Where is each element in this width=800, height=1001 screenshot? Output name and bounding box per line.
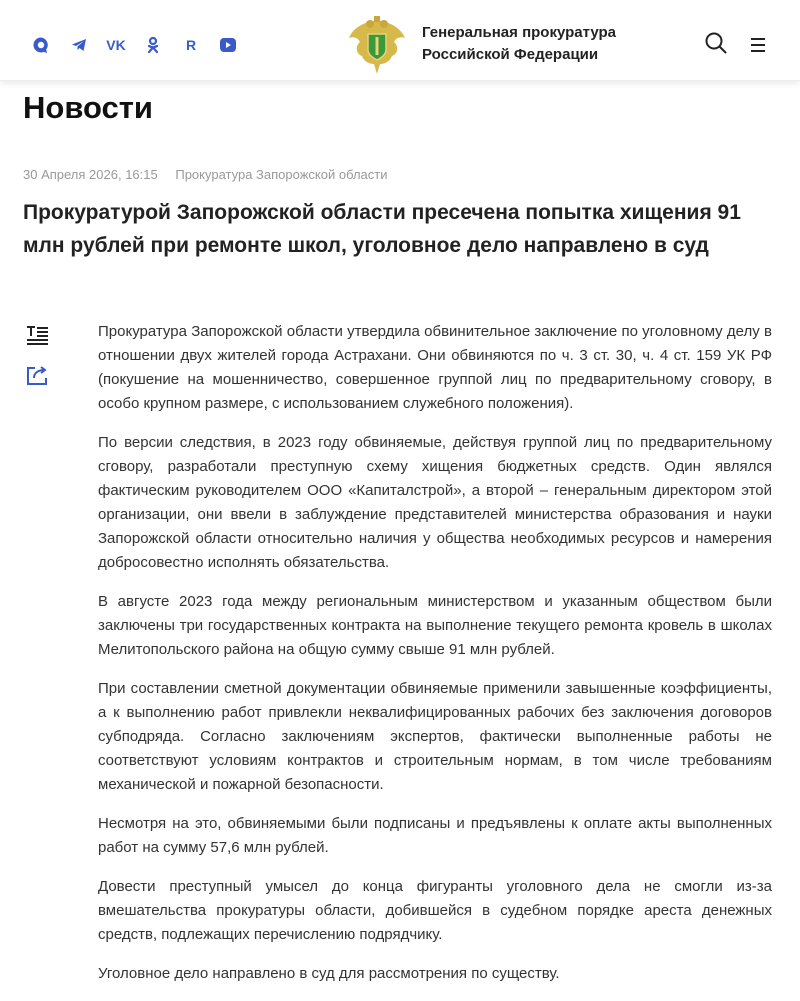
paragraph: Прокуратура Запорожской области утвердила обвинительное заключение по уголовному делу в отношении двух жителей города Астрахани. Они обвиняются по ч. 3 ст. 30, ч. 4 ст. 159 УК РФ (покушение на мошенничество, совершенное группой лиц по предварительному сговору, в особо крупном размере, с использованием служебного положения).: [98, 323, 772, 412]
max-icon[interactable]: [32, 36, 50, 54]
youtube-icon[interactable]: [219, 36, 237, 54]
org-line-1: Генеральная прокуратура: [422, 24, 616, 41]
page-title: Новости: [23, 90, 153, 125]
article-body: [98, 320, 772, 1001]
emblem-logo[interactable]: [346, 12, 408, 76]
article-date: 30 Апреля 2026, 16:15: [23, 167, 158, 182]
search-icon[interactable]: [704, 31, 728, 60]
site-header: [0, 0, 800, 81]
article-tools: [26, 325, 50, 391]
paragraph: При составлении сметной документации обвиняемые применили завышенные коэффициенты, а к выполнению работ привлекли неквалифицированных рабочих без заключения договоров субподряда. Согласно заключениям экспертов, фактически выполненные работы не соответствуют условиям контрактов и строительным нормам, в том числе требованиям механической и пожарной безопасности.: [98, 680, 772, 793]
odnoklassniki-icon[interactable]: [144, 36, 162, 54]
article-meta: [23, 167, 401, 182]
paragraph: Несмотря на это, обвиняемыми были подписаны и предъявлены к оплате акты выполненных работ на сумму 57,6 млн рублей.: [98, 815, 772, 856]
rutube-icon[interactable]: R: [185, 37, 197, 53]
paragraph: Довести преступный умысел до конца фигуранты уголовного дела не смогли из-за вмешательства прокуратуры области, добившейся в судебном порядке ареста денежных средств, подлежащих перечислению подрядчику.: [98, 878, 772, 943]
article-source[interactable]: Прокуратура Запорожской области: [175, 167, 388, 182]
organization-name[interactable]: [422, 22, 616, 66]
vk-icon[interactable]: VK: [106, 37, 126, 53]
text-size-icon[interactable]: [26, 325, 50, 352]
paragraph: В августе 2023 года между региональным министерством и указанным обществом были заключены три государственных контракта на выполнение текущего ремонта кровель в школах Мелитопольского района на общую сумму свыше 91 млн рублей.: [98, 593, 772, 658]
paragraph: Уголовное дело направлено в суд для рассмотрения по существу.: [98, 965, 560, 982]
article-title: Прокуратурой Запорожской области пресечена попытка хищения 91 млн рублей при ремонте школ, уголовное дело направлено в суд: [23, 201, 741, 257]
paragraph: По версии следствия, в 2023 году обвиняемые, действуя группой лиц по предварительному сговору, разработали преступную схему хищения бюджетных средств. Один являлся фактическим руководителем ООО «Капиталстрой», а второй – генеральным директором этой организации, они ввели в заблуждение представителей министерства образования и науки Запорожской области относительно наличия у общества необходимых ресурсов и намерения добросовестно исполнять обязательства.: [98, 434, 772, 571]
telegram-icon[interactable]: [70, 36, 88, 54]
org-line-2: Российской Федерации: [422, 46, 599, 63]
share-icon[interactable]: [26, 364, 50, 391]
menu-icon[interactable]: [749, 37, 767, 58]
